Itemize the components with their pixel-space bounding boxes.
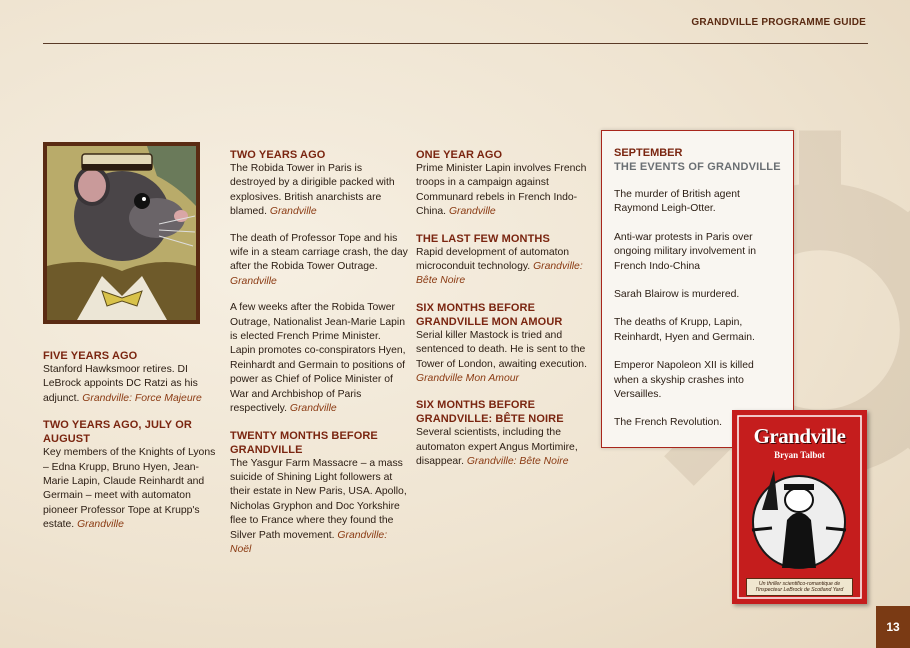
timeline-entry (230, 301, 408, 416)
entry-reference: Grandville Mon Amour (416, 373, 519, 385)
timeline-entry (230, 232, 408, 290)
timeline-column-3 (416, 148, 594, 482)
cover-author: Bryan Talbot (774, 450, 825, 460)
timeline-entry (43, 349, 223, 406)
timeline-entry (230, 429, 408, 558)
entry-body: Serial killer Mastock is tried and sentenced to death. He is sent to the Tower of London, awaiting execution. Grandville Mon Amour (416, 329, 587, 385)
page-number: 13 (876, 606, 910, 648)
entry-heading: THE LAST FEW MONTHS (416, 232, 550, 245)
entry-body: Stanford Hawksmoor retires. DI LeBrock appoints DC Ratzi as his adjunct. Grandville: Force Majeure (43, 364, 202, 404)
grandville-book-cover (732, 410, 867, 604)
header-rule (43, 43, 868, 44)
sidebox-item: Sarah Blairow is murdered. (614, 289, 740, 301)
sidebox-subheading: THE EVENTS OF GRANDVILLE (614, 161, 781, 173)
sidebox-heading: SEPTEMBER (614, 147, 683, 159)
entry-body: A few weeks after the Robida Tower Outrage, Nationalist Jean-Marie Lapin is elected French Prime Minister. Lapin promotes co-conspirators Hyen, Reinhardt and Germain to positions of power as Chief of Police Minister of War and Archbishop of Paris respectively. Grandville (230, 302, 406, 415)
entry-reference: Grandville: Bête Noire (466, 456, 569, 468)
entry-reference: Grandville (289, 403, 337, 415)
timeline-column-1 (43, 349, 223, 545)
timeline-column-2 (230, 148, 408, 569)
entry-reference: Grandville (269, 206, 317, 218)
entry-heading: TWO YEARS AGO (230, 149, 326, 161)
cover-caption: Un thriller scientifico-romantique de l'Inspecteur LeBrock de Scotland Yard (746, 578, 853, 596)
sidebox-item: Emperor Napoleon XII is killed when a skyship crashes into Versailles. (614, 360, 754, 401)
timeline-entry (230, 148, 408, 220)
entry-reference: Grandville: Bête Noire (416, 261, 583, 287)
rat-portrait-image (43, 142, 200, 324)
entry-heading: SIX MONTHS BEFORE GRANDVILLE MON AMOUR (416, 301, 563, 328)
entry-body: The Robida Tower in Paris is destroyed by a dirigible packed with explosives. British anarchists are blamed. Grandville (230, 163, 395, 218)
timeline-entry (416, 232, 594, 289)
sidebox-item: The French Revolution. (614, 417, 723, 429)
entry-reference: Grandville (448, 206, 496, 218)
sidebox-item: The deaths of Krupp, Lapin, Reinhardt, Hyen and Germain. (614, 317, 755, 343)
entry-heading: TWO YEARS AGO, JULY OR AUGUST (43, 419, 192, 446)
september-sidebox (601, 130, 794, 448)
timeline-entry (416, 148, 594, 220)
cover-title: Grandville (753, 424, 846, 448)
entry-body: Key members of the Knights of Lyons – Edna Krupp, Bruno Hyen, Jean-Marie Lapin, Claude Reinhardt and Germain – meet with automaton pioneer Professor Tope at Krupp's estate. Grandville (43, 447, 216, 531)
entry-reference: Grandville: Noël (230, 529, 388, 555)
entry-body: Rapid development of automaton microconduit technology. Grandville: Bête Noire (416, 246, 583, 287)
entry-body: Several scientists, including the automaton expert Angus Mortimire, disappear. Grandville: Bête Noire (416, 427, 578, 468)
sidebox-item: The murder of British agent Raymond Leigh-Otter. (614, 189, 740, 215)
timeline-entry (43, 418, 223, 532)
entry-body: Prime Minister Lapin involves French troops in a campaign against Communard rebels in French Indo-China. Grandville (416, 163, 587, 218)
entry-reference: Grandville (230, 275, 277, 287)
entry-heading: TWENTY MONTHS BEFORE GRANDVILLE (230, 429, 378, 456)
entry-body: The death of Professor Tope and his wife in a steam carriage crash, the day after the Robida Tower Outrage. Grandville (230, 232, 408, 287)
sidebox-item: Anti-war protests in Paris over ongoing military involvement in French Indo-China (614, 231, 757, 272)
entry-reference: Grandville (77, 519, 124, 531)
entry-heading: ONE YEAR AGO (416, 149, 503, 161)
header-title: GRANDVILLE PROGRAMME GUIDE (691, 17, 866, 28)
entry-heading: SIX MONTHS BEFORE GRANDVILLE: BÊTE NOIRE (416, 399, 564, 426)
timeline-entry (416, 398, 594, 469)
timeline-entry (416, 301, 594, 387)
entry-heading: FIVE YEARS AGO (43, 350, 138, 362)
entry-body: The Yasgur Farm Massacre – a mass suicide of Shining Light followers at their estate in New Paris, USA. Apollo, Nicholas Gryphon and Doc Yorkshire flee to France where they found the Silver Path movement. Grandville: Noël (230, 457, 407, 555)
entry-reference: Grandville: Force Majeure (82, 392, 202, 404)
